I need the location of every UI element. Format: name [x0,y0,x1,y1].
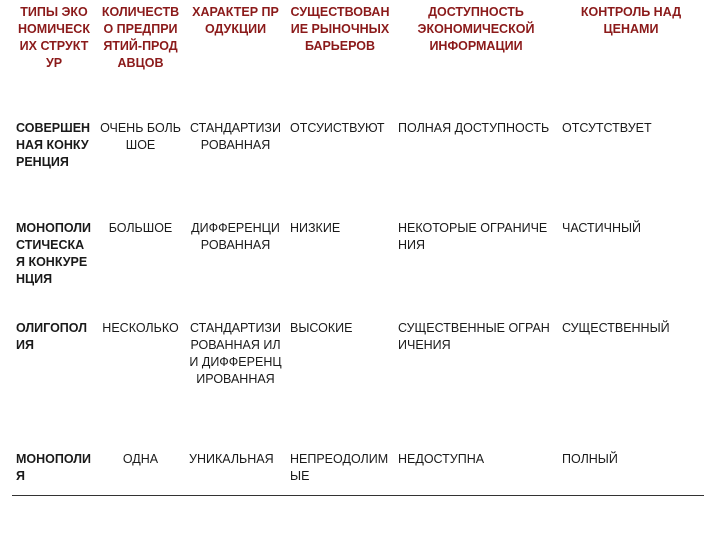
table-header-row [12,0,704,117]
row-label: ОЛИГОПОЛИЯ [16,321,87,352]
table-cell: ОДНА [122,452,159,466]
header-info-availability: ДОСТУПНОСТЬ ЭКОНОМИЧЕСКОЙ ИНФОРМАЦИИ [417,5,535,53]
table-cell: НЕДОСТУПНА [398,452,485,466]
table-row [12,117,704,217]
table-row [12,317,704,448]
bottom-rule [12,495,704,496]
table-cell: БОЛЬШОЕ [108,221,173,235]
table-cell: СТАНДАРТИЗИРОВАННАЯ [190,121,281,152]
table-cell: СУЩЕСТВЕННЫЙ [562,321,670,335]
table-cell: СУЩЕСТВЕННЫЕ ОГРАНИЧЕНИЯ [398,321,550,352]
table-cell: ВЫСОКИЕ [290,321,353,335]
table-cell: ДИФФЕРЕНЦИРОВАННАЯ [191,221,280,252]
row-label: МОНОПОЛИСТИЧЕСКАЯ КОНКУРЕНЦИЯ [16,221,92,286]
table-cell: НИЗКИЕ [290,221,341,235]
table-cell: СТАНДАРТИЗИРОВАННАЯ ИЛИ ДИФФЕРЕНЦИРОВАННАЯ [189,321,282,386]
table-cell: ЧАСТИЧНЫЙ [562,221,642,235]
header-seller-count: КОЛИЧЕСТВО ПРЕДПРИЯТИЙ-ПРОДАВЦОВ [101,5,180,70]
table-cell: НЕПРЕОДОЛИМЫЕ [290,452,389,483]
table-cell: НЕСКОЛЬКО [102,321,179,335]
row-label: МОНОПОЛИЯ [16,452,92,483]
table-cell: УНИКАЛЬНАЯ [189,452,274,466]
header-market-barriers: СУЩЕСТВОВАНИЕ РЫНОЧНЫХ БАРЬЕРОВ [290,5,390,53]
table-row [12,217,704,317]
header-price-control: КОНТРОЛЬ НАД ЦЕНАМИ [580,5,682,36]
row-label: СОВЕРШЕННАЯ КОНКУРЕНЦИЯ [16,121,91,169]
table-cell: ОЧЕНЬ БОЛЬШОЕ [100,121,181,152]
table-cell: НЕКОТОРЫЕ ОГРАНИЧЕНИЯ [398,221,548,252]
table-cell: ПОЛНЫЙ [562,452,618,466]
header-product-nature: ХАРАКТЕР ПРОДУКЦИИ [192,5,279,36]
header-structure-types: ТИПЫ ЭКОНОМИЧЕСКИХ СТРУКТУР [18,5,90,70]
table-cell: ПОЛНАЯ ДОСТУПНОСТЬ [398,121,550,135]
table-cell: ОТСУТСТВУЕТ [562,121,652,135]
market-structures-table [12,0,704,503]
table-cell: ОТСУИСТВУЮТ [290,121,385,135]
